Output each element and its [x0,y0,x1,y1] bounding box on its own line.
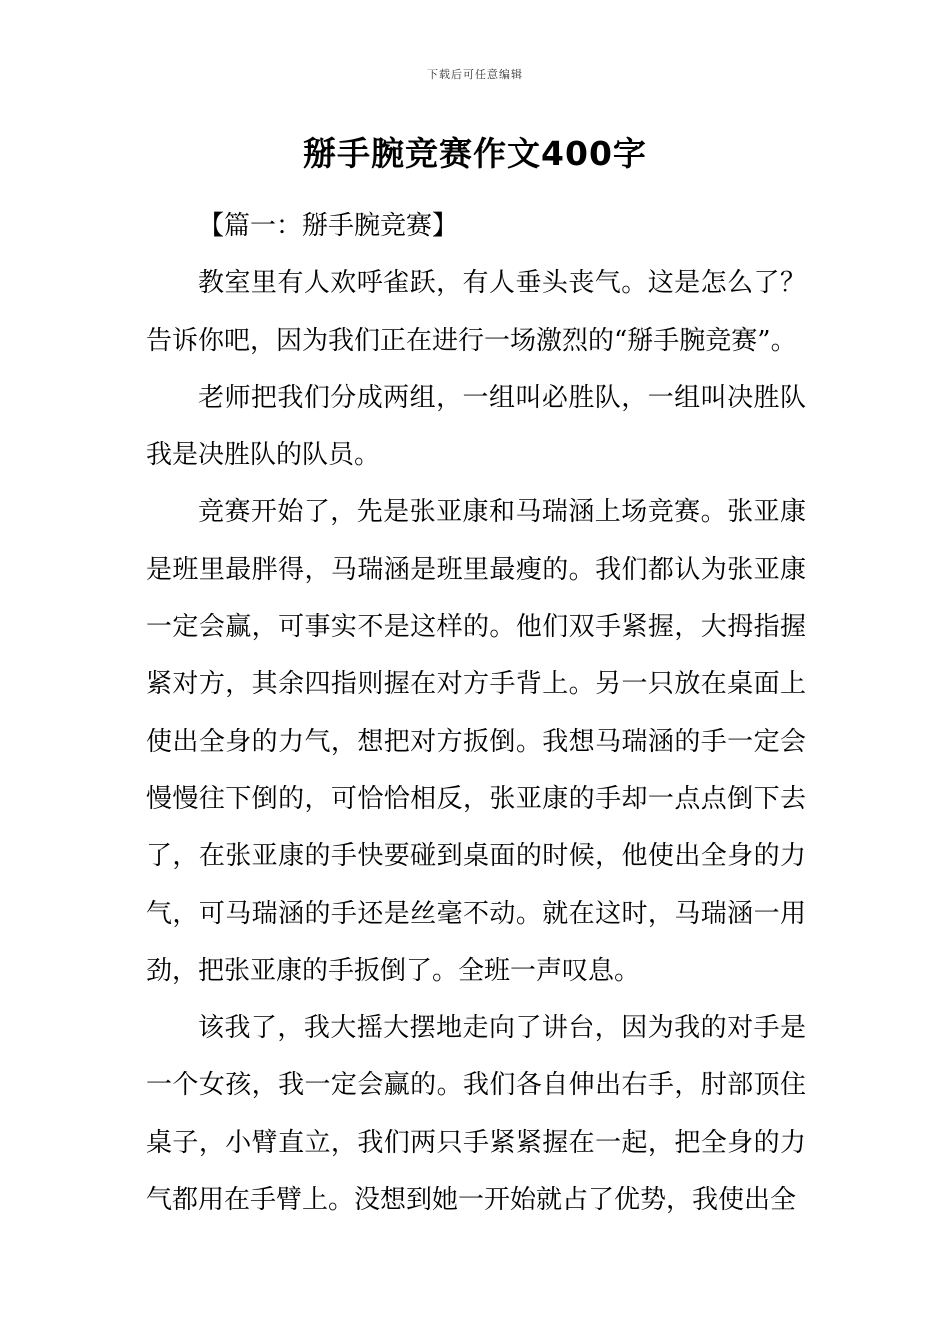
document-body [146,198,806,1229]
section-heading: 【篇一：掰手腕竞赛】 [198,211,459,241]
header-note: 下载后可任意编辑 [427,68,523,81]
paragraph: 老师把我们分成两组，一组叫必胜队，一组叫决胜队我是决胜队的队员。 [146,382,806,471]
paragraph: 该我了，我大摇大摆地走向了讲台，因为我的对手是一个女孩，我一定会赢的。我们各自伸出右手，肘部顶住桌子，小臂直立，我们两只手紧紧握在一起，把全身的力气都用在手臂上。没想到她一开始就占了优势，我使出全 [146,1013,806,1216]
paragraph: 教室里有人欢呼雀跃，有人垂头丧气。这是怎么了？告诉你吧，因为我们正在进行一场激烈的“掰手腕竞赛”。 [146,268,806,356]
document-title: 掰手腕竞赛作文400字 [303,134,647,173]
paragraph: 竞赛开始了，先是张亚康和马瑞涵上场竞赛。张亚康是班里最胖得，马瑞涵是班里最瘦的。我们都认为张亚康一定会赢，可事实不是这样的。他们双手紧握，大拇指握紧对方，其余四指则握在对方手背上。另一只放在桌面上使出全身的力气，想把对方扳倒。我想马瑞涵的手一定会慢慢往下倒的，可恰恰相反，张亚康的手却一点点倒下去了，在张亚康的手快要碰到桌面的时候，他使出全身的力气，可马瑞涵的手还是丝毫不动。就在这时，马瑞涵一用劲，把张亚康的手扳倒了。全班一声叹息。 [146,497,806,986]
